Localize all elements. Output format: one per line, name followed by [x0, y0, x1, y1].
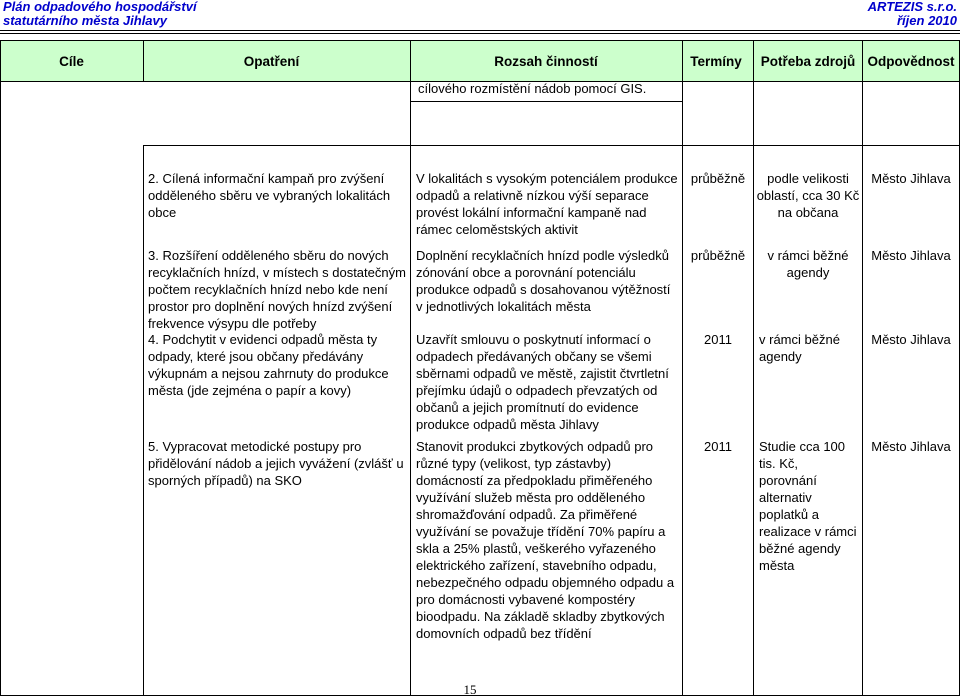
scope-cell: Doplnění recyklačních hnízd podle výsledků zónování obce a porovnání potenciálu produkce odpadů s dosahovanou výtěžností v jednotlivých lokalitách města [416, 248, 671, 314]
scope-cell: Uzavřít smlouvu o poskytnutí informací o odpadech předávaných občany se všemi sběrnami odpadů ve městě, zajistit čtvrtletní přejímku údajů o odpadech převzatých od občanů a jejich promítnutí do evidence produkce odpadů města Jihlavy [416, 332, 669, 432]
responsibility-cell: Město Jihlava [871, 439, 951, 454]
column-divider [682, 40, 683, 696]
column-divider [410, 40, 411, 696]
measure-cell: 4. Podchytit v evidenci odpadů města ty odpady, které jsou občany předávány výkupnám a nejsou zahrnuty do produkce města (jde zejména o papír a kovy) [148, 332, 389, 398]
resources-cell: v rámci běžné agendy [767, 248, 849, 280]
responsibility-cell: Město Jihlava [871, 248, 951, 263]
document-title [3, 0, 197, 28]
page-number: 15 [463, 682, 477, 697]
resources-cell: podle velikosti oblastí, cca 30 Kč na občana [756, 171, 860, 220]
scope-cell: V lokalitách s vysokým potenciálem produkce odpadů a relativně nízkou výší separace provést lokální informační kampaně nad rámec celoměstských aktivit [416, 171, 678, 237]
company-name: ARTEZIS s.r.o. [867, 0, 957, 14]
document-meta [868, 0, 957, 28]
column-header-resources: Potřeba zdrojů [760, 53, 856, 69]
column-divider [753, 40, 754, 696]
continuation-text: cílového rozmístění nádob pomocí GIS. [418, 81, 647, 96]
header-rule-double [0, 33, 960, 34]
document-date: říjen 2010 [897, 13, 957, 28]
column-header-responsibility: Odpovědnost [867, 53, 955, 69]
measure-cell: 3. Rozšíření odděleného sběru do nových recyklačních hnízd, v místech s dostatečným počtem recyklačních hnízd nebo kde není prostor pro doplnění nových hnízd zvýšení frekvence výsypu dle potřeby [148, 248, 406, 331]
table-border-left [0, 40, 1, 696]
scope-cell: Stanovit produkci zbytkových odpadů pro různé typy (velikost, typ zástavby) domácností za předpokladu přiměřeného využívání služeb města pro odděleného shromažďování odpadů. Za přiměřené využívání se považuje třídění 70% papíru a skla a 25% plastů, veškerého vyřazeného elektrického zařízení, stavebního odpadu, nebezpečného odpadu objemného odpadu a pro domácnosti vybavené kompostéry bioodpadu. Na základě skladby zbytkových domovních odpadů bez třídění [416, 439, 675, 641]
resources-cell: Studie cca 100 tis. Kč, porovnání alternativ poplatků a realizace v rámci běžné agendy města [759, 439, 857, 573]
document-title-line1: Plán odpadového hospodářství [3, 0, 197, 14]
column-divider [143, 145, 144, 696]
column-divider [143, 40, 144, 82]
deadline-cell: 2011 [704, 332, 732, 347]
responsibility-cell: Město Jihlava [871, 171, 951, 186]
measure-cell: 2. Cílená informační kampaň pro zvýšení odděleného sběru ve vybraných lokalitách obce [148, 171, 391, 220]
deadline-cell: průběžně [690, 171, 746, 186]
column-header-deadlines: Termíny [690, 53, 742, 69]
header-rule [0, 30, 960, 31]
responsibility-cell: Město Jihlava [871, 332, 951, 347]
column-header-scope: Rozsah činností [494, 53, 598, 69]
column-divider [862, 40, 863, 696]
resources-cell: v rámci běžné agendy [759, 332, 840, 364]
row-divider [410, 101, 682, 102]
deadline-cell: 2011 [704, 439, 732, 454]
document-title-line2: statutárního města Jihlavy [3, 13, 167, 28]
table-header [0, 40, 960, 82]
row-divider [143, 145, 960, 146]
column-header-measures: Opatření [243, 53, 300, 69]
deadline-cell: průběžně [690, 248, 746, 263]
measure-cell: 5. Vypracovat metodické postupy pro přidělování nádob a jejich vyvážení (zvlášť u sporných případů) na SKO [148, 439, 404, 488]
column-header-goals: Cíle [59, 53, 84, 69]
